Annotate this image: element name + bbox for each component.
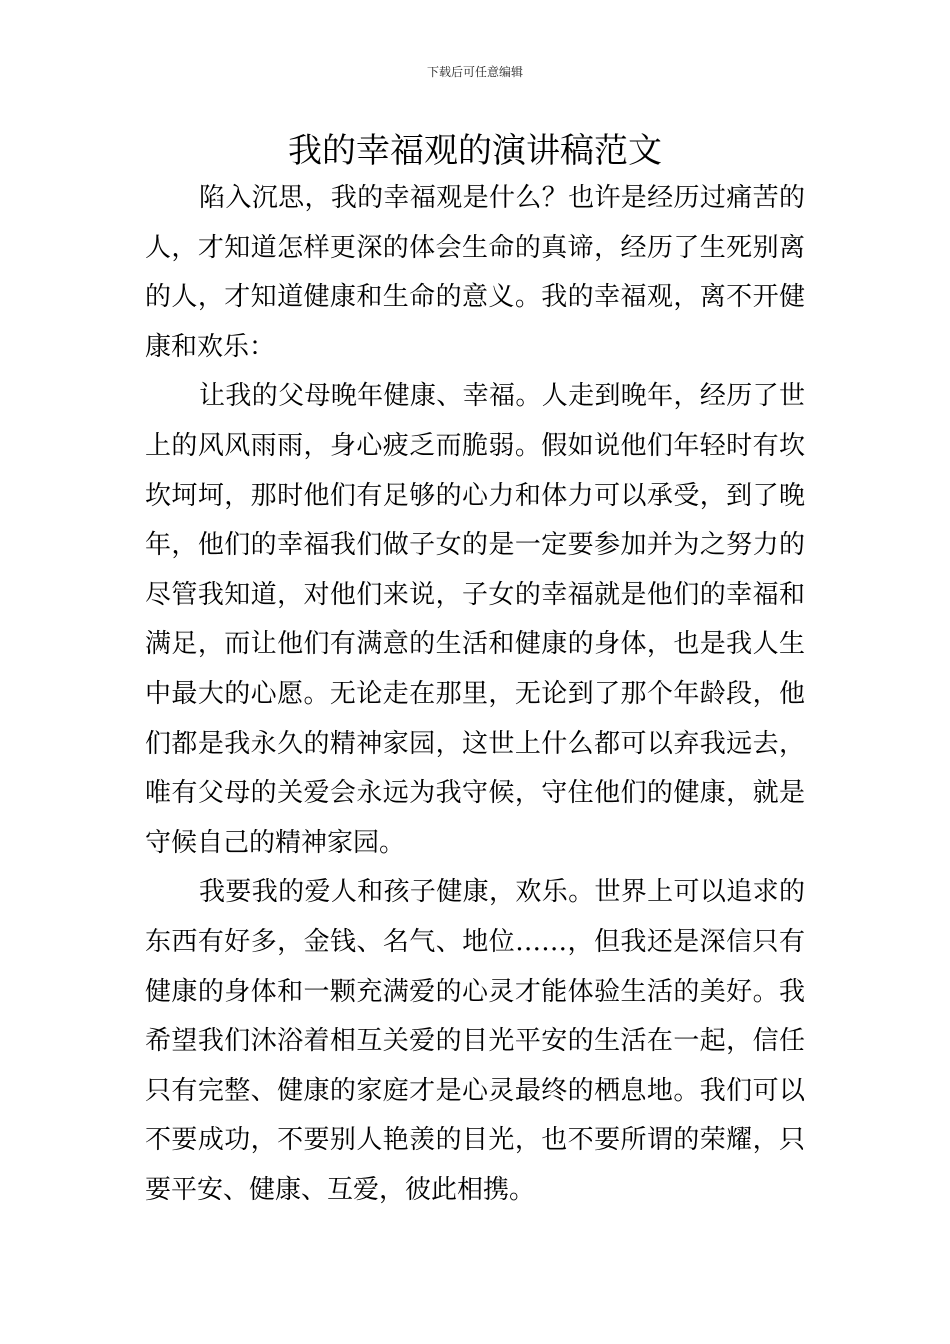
document-body — [145, 174, 805, 1215]
paragraph: 陷入沉思，我的幸福观是什么？也许是经历过痛苦的人，才知道怎样更深的体会生命的真谛，经历了生死别离的人，才知道健康和生命的意义。我的幸福观，离不开健康和欢乐： — [145, 183, 805, 362]
document-title: 我的幸福观的演讲稿范文 — [288, 131, 662, 171]
paragraph: 我要我的爱人和孩子健康，欢乐。世界上可以追求的东西有好多，金钱、名气、地位……，但我还是深信只有健康的身体和一颗充满爱的心灵才能体验生活的美好。我希望我们沐浴着相互关爱的目光平安的生活在一起，信任只有完整、健康的家庭才是心灵最终的栖息地。我们可以不要成功，不要别人艳羡的目光，也不要所谓的荣耀，只要平安、健康、互爱，彼此相携。 — [145, 877, 805, 1205]
paragraph: 让我的父母晚年健康、幸福。人走到晚年，经历了世上的风风雨雨，身心疲乏而脆弱。假如说他们年轻时有坎坎坷坷，那时他们有足够的心力和体力可以承受，到了晚年，他们的幸福我们做子女的是一定要参加并为之努力的尽管我知道，对他们来说，子女的幸福就是他们的幸福和满足，而让他们有满意的生活和健康的身体，也是我人生中最大的心愿。无论走在那里，无论到了那个年龄段，他们都是我永久的精神家园，这世上什么都可以弃我远去，唯有父母的关爱会永远为我守候，守住他们的健康，就是守候自己的精神家园。 — [145, 381, 805, 858]
header-note: 下载后可任意编辑 — [426, 65, 523, 79]
